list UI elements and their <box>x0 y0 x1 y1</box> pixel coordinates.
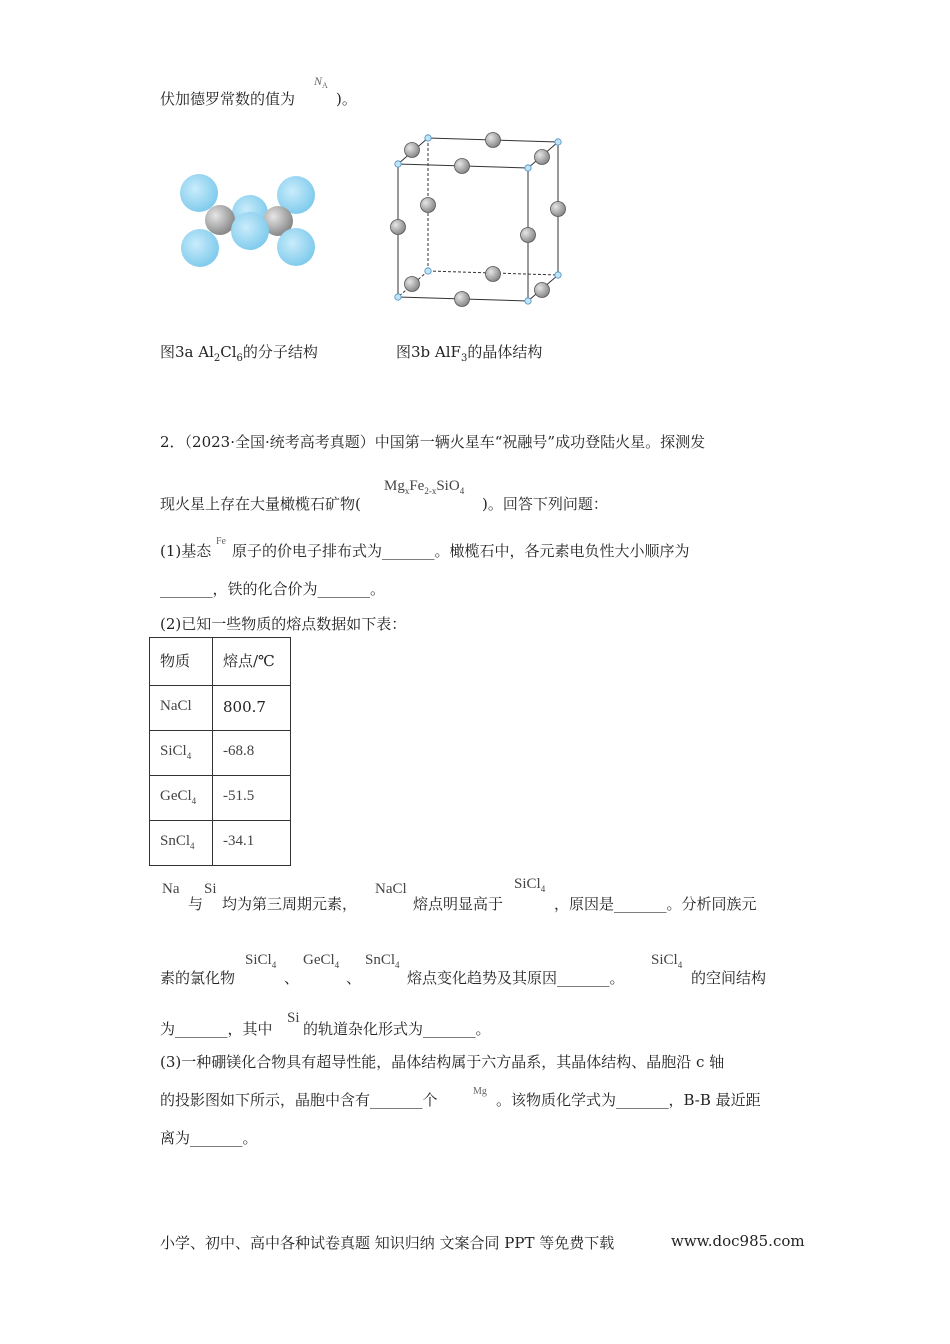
al-atom <box>205 205 235 235</box>
footer-url[interactable]: www.doc985.com <box>671 1232 805 1250</box>
q2-p3-line3: 离为_______。 <box>160 1129 258 1147</box>
sicl4-formula: SiCl$_4$ <box>514 876 546 894</box>
q2-p3-line2-a: 的投影图如下所示，晶胞中含有_______个 <box>160 1091 438 1109</box>
na-symbol: $N_A$ <box>314 74 328 90</box>
table-header-cell: 物质 <box>150 638 213 686</box>
olivine-formula: $Mg_xFe_{2-x}SiO_4$ <box>384 478 465 496</box>
gecl4-formula: GeCl$_4$ <box>303 952 340 970</box>
al-atom <box>425 135 431 141</box>
f-atom <box>405 143 420 158</box>
cl-atom <box>231 212 269 250</box>
sep: 、 <box>284 969 300 987</box>
table-header-row <box>150 638 291 686</box>
f-atom <box>455 292 470 307</box>
q2-p1-a: (1)基态 <box>160 542 212 560</box>
q2-p1-b: 原子的价电子排布式为_______。橄榄石中，各元素电负性大小顺序为 <box>232 542 690 560</box>
q2-line1: 2．（2023·全国·统考高考真题）中国第一辆火星车“祝融号”成功登陆火星。探测发 <box>160 433 706 451</box>
table-cell: -34.1 <box>213 821 291 866</box>
al-atom <box>525 165 531 171</box>
al-atom <box>425 268 431 274</box>
fig3a-caption: 图3a $Al_2Cl_6$的分子结构 <box>160 343 318 364</box>
after2-a: 素的氯化物 <box>160 969 236 987</box>
table-cell: SiCl$_4$ <box>150 731 213 776</box>
footer-text: 小学、初中、高中各种试卷真题 知识归纳 文案合同 PPT 等免费下载 <box>160 1234 615 1252</box>
cl-atom <box>180 174 218 212</box>
after3-a: 为_______，其中 <box>160 1020 273 1038</box>
after-b: 均为第三周期元素， <box>222 895 358 913</box>
table-cell: NaCl <box>150 686 213 731</box>
table-row <box>150 821 291 866</box>
f-atom <box>521 228 536 243</box>
al-atom <box>555 272 561 278</box>
nacl-formula: NaCl <box>375 881 407 897</box>
after-d: ，原因是_______。分析同族元 <box>554 895 757 913</box>
alf3-crystal-figure <box>385 128 575 313</box>
q2-line2-pre: 现火星上存在大量橄榄石矿物( <box>160 495 361 513</box>
table-header-cell: 熔点/℃ <box>213 638 291 686</box>
f-atom <box>535 283 550 298</box>
intro-close: )。 <box>336 90 357 108</box>
after3-b: 的轨道杂化形式为_______。 <box>303 1020 491 1038</box>
intro-line: 伏加德罗常数的值为 <box>160 90 296 108</box>
al-atom <box>395 161 401 167</box>
al2cl6-molecule-figure <box>170 165 330 275</box>
q2-p1-c: _______，铁的化合价为_______。 <box>160 580 386 598</box>
sicl4-formula: SiCl$_4$ <box>651 952 683 970</box>
sncl4-formula: SnCl$_4$ <box>365 952 400 970</box>
f-atom <box>391 220 406 235</box>
f-atom <box>405 277 420 292</box>
na-symbol-text: Na <box>162 881 180 897</box>
table-cell: 800.7 <box>213 686 291 731</box>
table-cell: -51.5 <box>213 776 291 821</box>
q2-p2: (2)已知一些物质的熔点数据如下表： <box>160 615 407 633</box>
table-row <box>150 686 291 731</box>
table-cell: -68.8 <box>213 731 291 776</box>
f-atom <box>486 267 501 282</box>
f-atom <box>551 202 566 217</box>
table-row <box>150 731 291 776</box>
table-row <box>150 776 291 821</box>
si-symbol-text: Si <box>287 1010 300 1026</box>
melting-point-table <box>149 637 291 866</box>
q2-p3-line2-b: 。该物质化学式为_______，B-B 最近距 <box>496 1091 761 1109</box>
after2-c: 的空间结构 <box>691 969 767 987</box>
cl-atom <box>277 228 315 266</box>
after-a: 与 <box>188 895 204 913</box>
al-atom <box>395 294 401 300</box>
f-atom <box>421 198 436 213</box>
f-atom <box>535 150 550 165</box>
fig3b-caption: 图3b AlF$_3$的晶体结构 <box>396 343 543 364</box>
after2-b: 熔点变化趋势及其原因_______。 <box>407 969 625 987</box>
si-symbol-text: Si <box>204 881 217 897</box>
mg-symbol: Mg <box>473 1086 487 1097</box>
sicl4-formula: SiCl$_4$ <box>245 952 277 970</box>
f-atom <box>455 159 470 174</box>
table-cell: SnCl$_4$ <box>150 821 213 866</box>
table-cell: GeCl$_4$ <box>150 776 213 821</box>
after-c: 熔点明显高于 <box>413 895 504 913</box>
al-atom <box>555 139 561 145</box>
cl-atom <box>181 229 219 267</box>
q2-p3-line1: (3)一种硼镁化合物具有超导性能，晶体结构属于六方晶系，其晶体结构、晶胞沿 c 轴 <box>160 1053 725 1071</box>
f-atom <box>486 133 501 148</box>
fe-symbol: Fe <box>216 536 226 547</box>
q2-line2-post: )。回答下列问题： <box>482 495 608 513</box>
al-atom <box>525 298 531 304</box>
sep: 、 <box>346 969 362 987</box>
